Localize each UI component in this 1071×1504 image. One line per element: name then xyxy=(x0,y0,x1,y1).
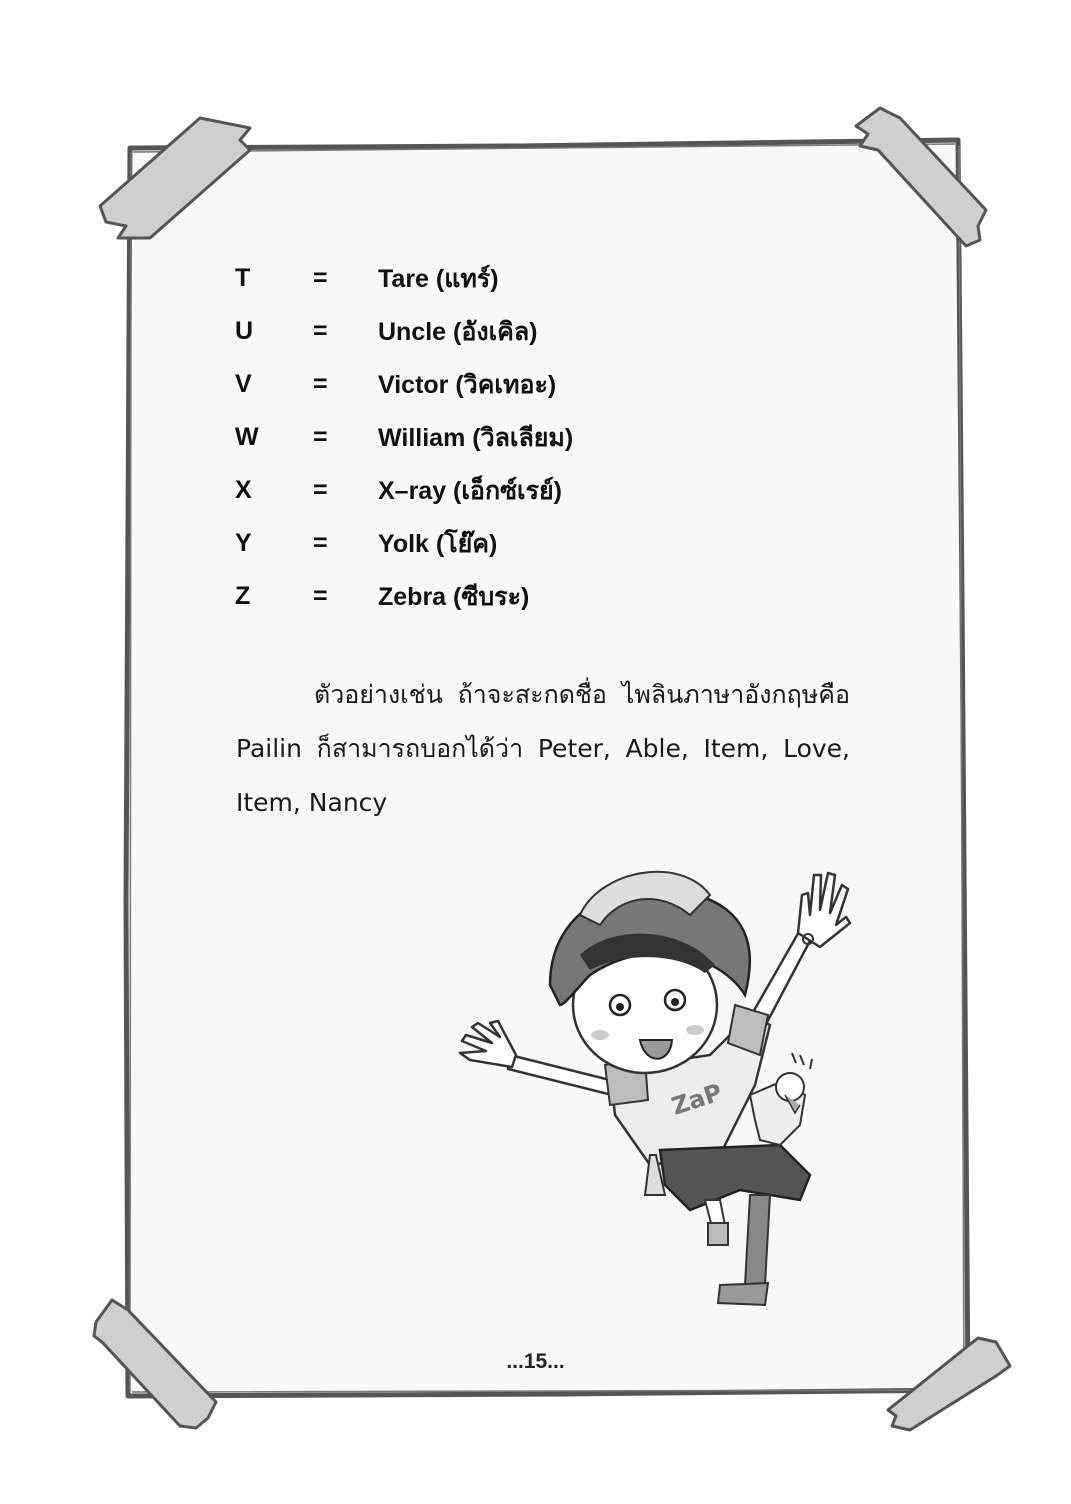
alphabet-word: Yolk (โย๊ค) xyxy=(378,529,498,558)
alphabet-word: X–ray (เอ็กซ์เรย์) xyxy=(378,476,562,505)
alphabet-row xyxy=(235,305,855,358)
alphabet-row xyxy=(235,411,855,464)
alphabet-letter: V xyxy=(235,370,252,398)
alphabet-row xyxy=(235,464,855,517)
right-cheek xyxy=(686,1025,704,1035)
alphabet-word: William (วิลเลียม) xyxy=(378,423,574,452)
phonetic-alphabet-list xyxy=(235,252,855,623)
alphabet-equals: = xyxy=(313,317,328,345)
alphabet-letter: Z xyxy=(235,582,251,610)
right-leg xyxy=(745,1195,770,1285)
page-number: ...15... xyxy=(506,1350,565,1373)
alphabet-word: Victor (วิคเทอะ) xyxy=(378,370,557,399)
shorts xyxy=(660,1145,810,1210)
shirt-text: ZaP xyxy=(668,1078,726,1121)
alphabet-equals: = xyxy=(313,476,328,504)
alphabet-row xyxy=(235,570,855,623)
alphabet-row xyxy=(235,358,855,411)
shoe xyxy=(718,1283,768,1305)
alphabet-equals: = xyxy=(313,582,328,610)
alphabet-word: Tare (แทร์) xyxy=(378,264,499,293)
alphabet-equals: = xyxy=(313,423,328,451)
alphabet-equals: = xyxy=(313,529,328,557)
example-paragraph-text: ตัวอย่างเช่น ถ้าจะสะกดชื่อ ไพลินภาษาอังกฤษคือ Pailin ก็สามารถบอกได้ว่า Peter, Able, Item, Love, Item, Nancy xyxy=(236,680,850,817)
alphabet-letter: T xyxy=(235,264,251,292)
alphabet-row xyxy=(235,252,855,305)
left-cheek xyxy=(591,1030,609,1040)
example-paragraph xyxy=(236,668,850,830)
alphabet-letter: W xyxy=(235,423,259,451)
left-sock xyxy=(708,1223,728,1245)
alphabet-letter: X xyxy=(235,476,252,504)
alphabet-word: Zebra (ซีบระ) xyxy=(378,582,530,611)
alphabet-equals: = xyxy=(313,264,328,292)
cartoon-girl-illustration xyxy=(450,855,870,1325)
alphabet-word: Uncle (อังเคิล) xyxy=(378,317,538,346)
raised-hand xyxy=(798,873,850,947)
outstretched-arm xyxy=(508,1055,612,1095)
outstretched-hand xyxy=(460,1021,516,1067)
alphabet-letter: U xyxy=(235,317,254,345)
alphabet-equals: = xyxy=(313,370,328,398)
alphabet-row xyxy=(235,517,855,570)
alphabet-letter: Y xyxy=(235,529,252,557)
